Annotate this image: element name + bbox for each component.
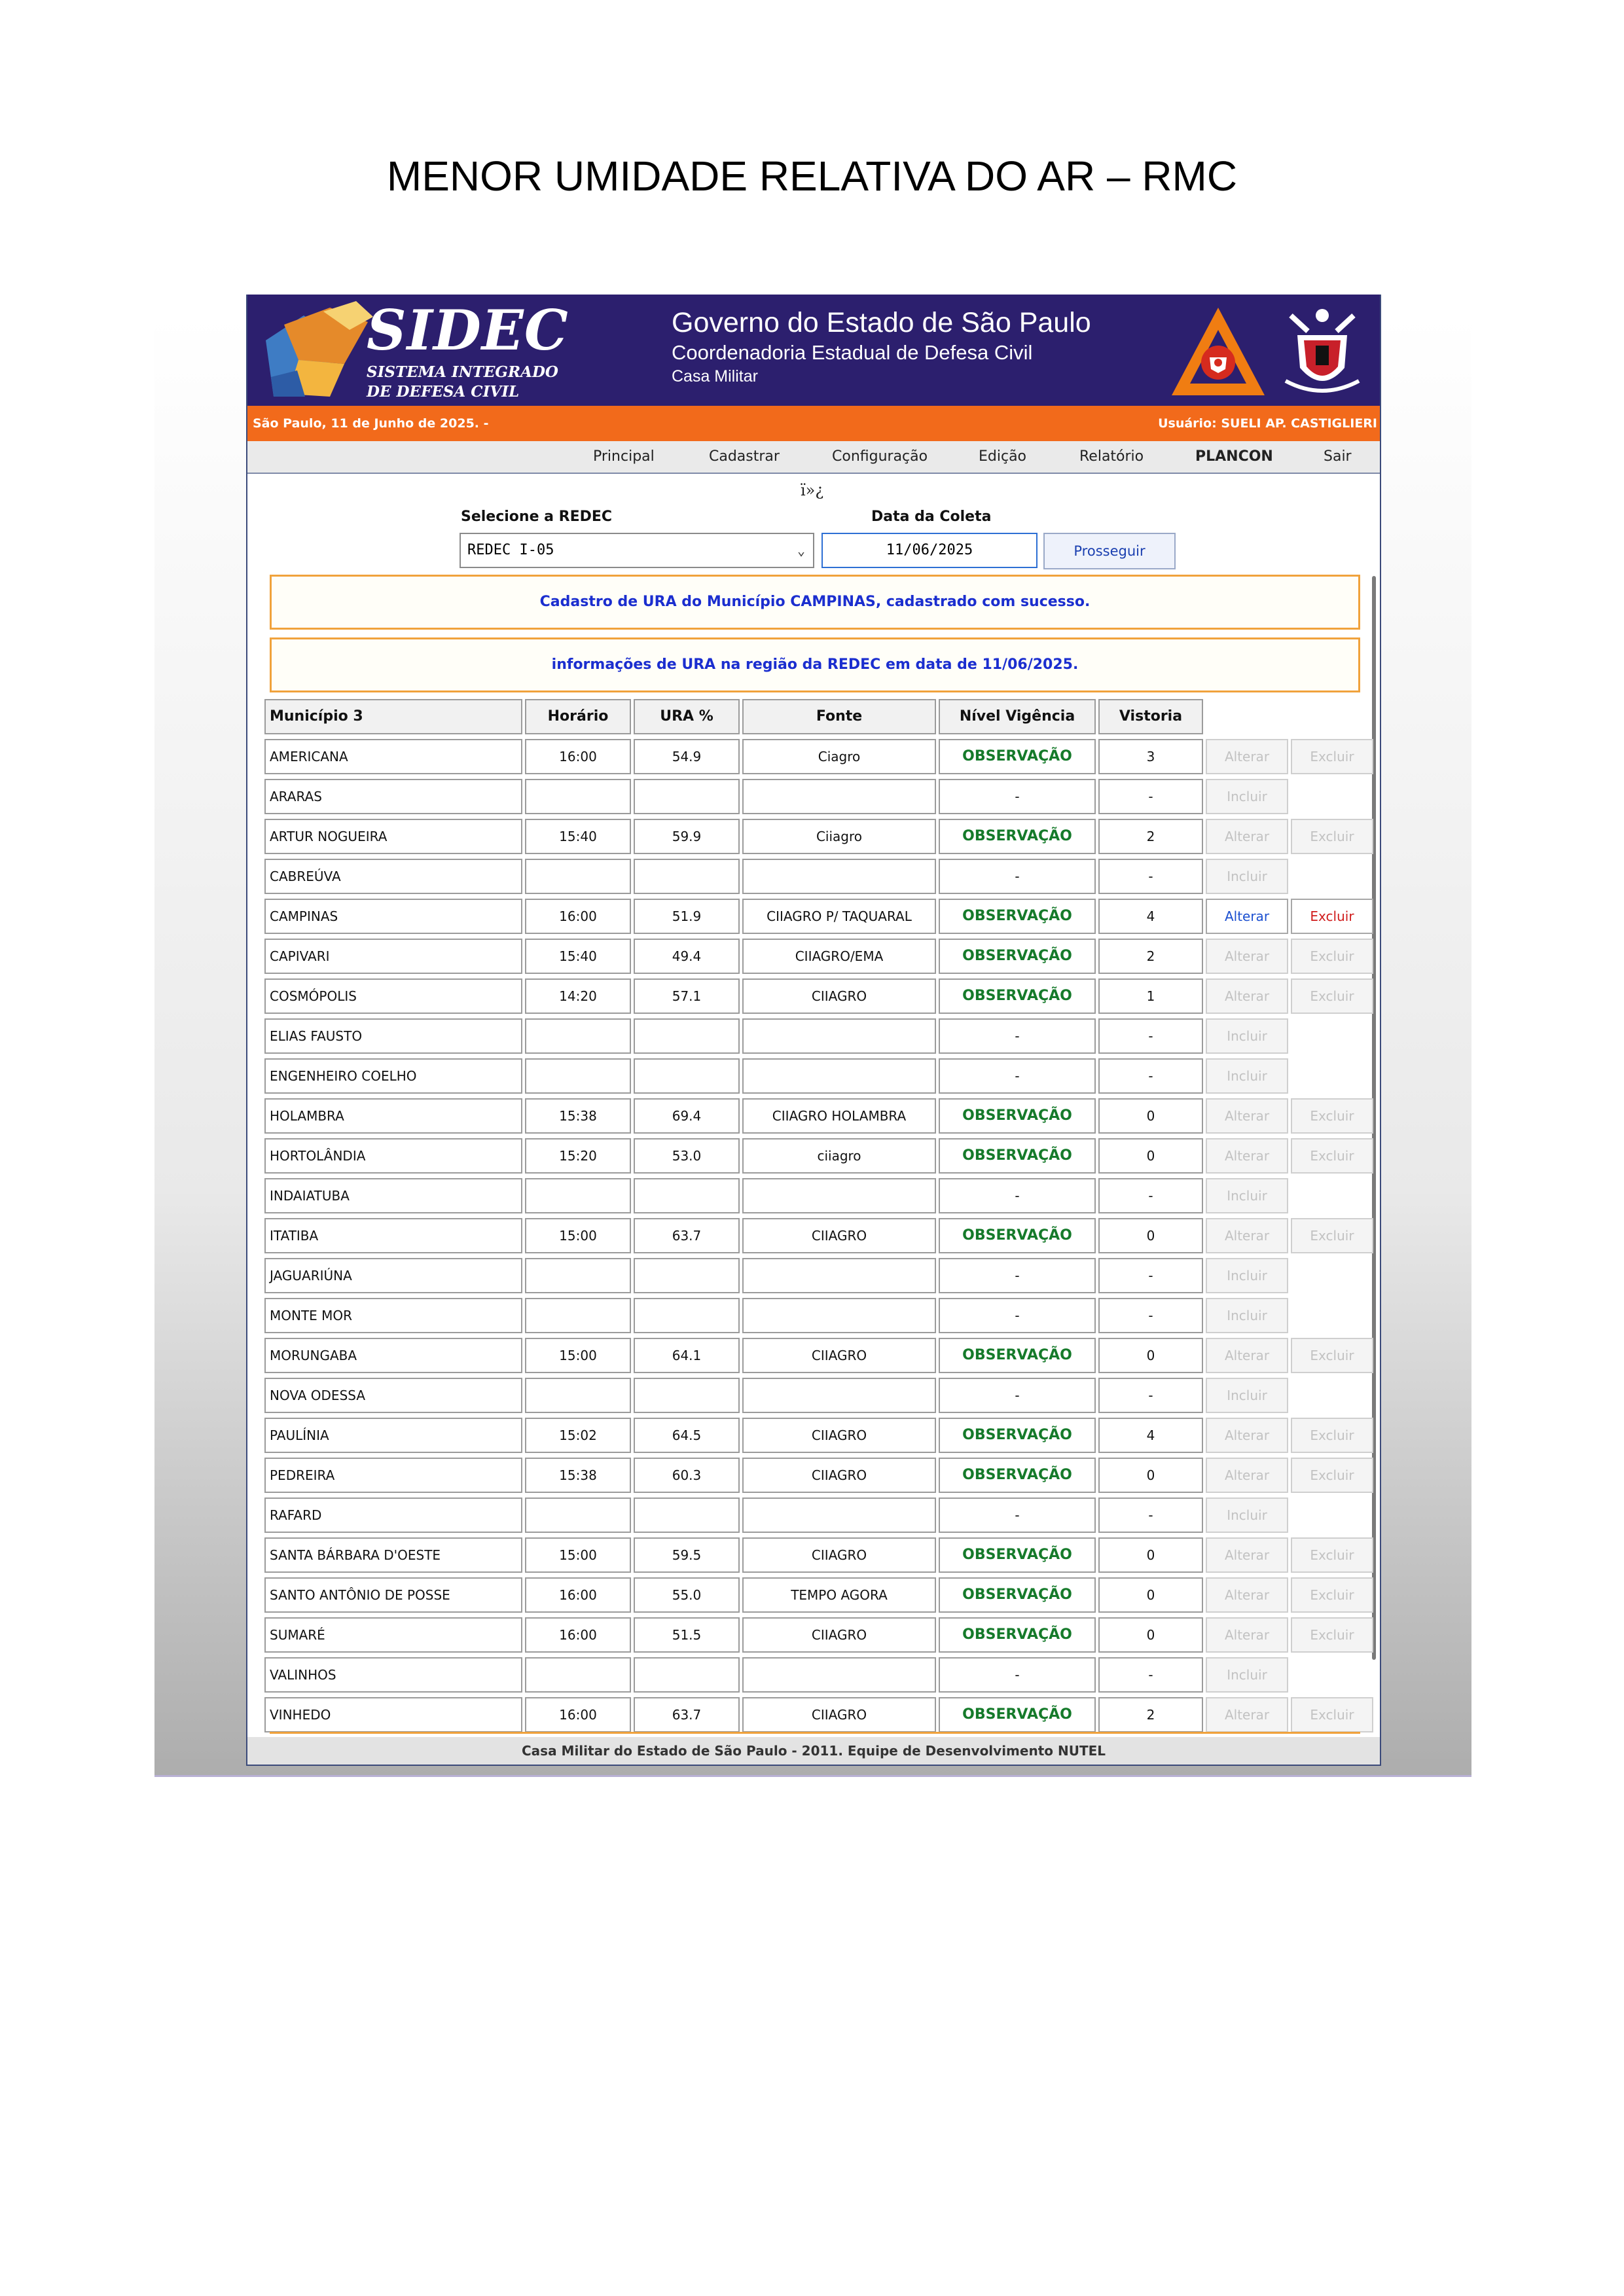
cell-ura: 63.7 xyxy=(634,1697,740,1732)
cell-nivel: OBSERVAÇÃO xyxy=(939,1338,1096,1373)
redec-label: Selecione a REDEC xyxy=(461,509,613,525)
incluir-button[interactable]: Incluir xyxy=(1206,1058,1288,1094)
excluir-button[interactable]: Excluir xyxy=(1291,1218,1373,1253)
alterar-button[interactable]: Alterar xyxy=(1206,1338,1288,1373)
cell-fonte: CIIAGRO xyxy=(742,1458,936,1493)
incluir-button[interactable]: Incluir xyxy=(1206,779,1288,814)
excluir-button[interactable]: Excluir xyxy=(1291,1418,1373,1453)
excluir-button[interactable]: Excluir xyxy=(1291,1338,1373,1373)
cell-vistoria: - xyxy=(1098,1178,1203,1213)
cell-ura xyxy=(634,1298,740,1333)
cell-fonte: CIIAGRO xyxy=(742,978,936,1014)
cell-municipio: SANTA BÁRBARA D'OESTE xyxy=(264,1537,522,1573)
menu-relatorio[interactable]: Relatório xyxy=(1079,448,1144,465)
encoding-glyph: ï»¿ xyxy=(801,481,824,499)
cell-horario: 15:00 xyxy=(525,1338,631,1373)
cell-municipio: RAFARD xyxy=(264,1498,522,1533)
alterar-button[interactable]: Alterar xyxy=(1206,1577,1288,1613)
alterar-button[interactable]: Alterar xyxy=(1206,939,1288,974)
menu-configuracao[interactable]: Configuração xyxy=(832,448,928,465)
cell-vistoria: - xyxy=(1098,779,1203,814)
info-bar xyxy=(247,406,1380,441)
cell-municipio: ELIAS FAUSTO xyxy=(264,1018,522,1054)
cell-fonte: CIIAGRO HOLAMBRA xyxy=(742,1098,936,1134)
cell-horario xyxy=(525,1258,631,1293)
cell-fonte xyxy=(742,1258,936,1293)
cell-vistoria: 0 xyxy=(1098,1138,1203,1174)
cell-horario xyxy=(525,1058,631,1094)
alterar-button[interactable]: Alterar xyxy=(1206,1218,1288,1253)
menu-plancon[interactable]: PLANCON xyxy=(1195,448,1273,465)
cell-ura: 54.9 xyxy=(634,739,740,774)
cell-vistoria: 4 xyxy=(1098,899,1203,934)
cell-horario xyxy=(525,1178,631,1213)
incluir-button[interactable]: Incluir xyxy=(1206,1178,1288,1213)
excluir-button[interactable]: Excluir xyxy=(1291,1697,1373,1732)
cell-vistoria: - xyxy=(1098,1258,1203,1293)
cell-vistoria: 0 xyxy=(1098,1577,1203,1613)
excluir-button[interactable]: Excluir xyxy=(1291,1098,1373,1134)
cell-horario: 15:40 xyxy=(525,819,631,854)
cell-horario xyxy=(525,1018,631,1054)
cell-municipio: COSMÓPOLIS xyxy=(264,978,522,1014)
cell-nivel: OBSERVAÇÃO xyxy=(939,899,1096,934)
cell-ura: 63.7 xyxy=(634,1218,740,1253)
excluir-button[interactable]: Excluir xyxy=(1291,1617,1373,1653)
prosseguir-button[interactable]: Prosseguir xyxy=(1043,533,1176,569)
cell-fonte xyxy=(742,1498,936,1533)
alterar-button[interactable]: Alterar xyxy=(1206,1617,1288,1653)
cell-fonte: CIIAGRO xyxy=(742,1537,936,1573)
menu-principal[interactable]: Principal xyxy=(593,448,655,465)
cell-vistoria: 2 xyxy=(1098,819,1203,854)
logged-user: Usuário: SUELI AP. CASTIGLIERI xyxy=(1158,416,1377,431)
current-date: São Paulo, 11 de Junho de 2025. - xyxy=(253,416,489,431)
cell-nivel: OBSERVAÇÃO xyxy=(939,1218,1096,1253)
cell-municipio: VINHEDO xyxy=(264,1697,522,1732)
excluir-button[interactable]: Excluir xyxy=(1291,1577,1373,1613)
cell-vistoria: 3 xyxy=(1098,739,1203,774)
cell-horario: 16:00 xyxy=(525,1697,631,1732)
cell-nivel: OBSERVAÇÃO xyxy=(939,1617,1096,1653)
cell-nivel: OBSERVAÇÃO xyxy=(939,1098,1096,1134)
excluir-button[interactable]: Excluir xyxy=(1291,1458,1373,1493)
cell-vistoria: - xyxy=(1098,1058,1203,1094)
incluir-button[interactable]: Incluir xyxy=(1206,1258,1288,1293)
cell-nivel: OBSERVAÇÃO xyxy=(939,978,1096,1014)
cell-ura: 64.5 xyxy=(634,1418,740,1453)
alterar-button[interactable]: Alterar xyxy=(1206,1418,1288,1453)
cell-horario: 15:40 xyxy=(525,939,631,974)
cell-horario: 15:20 xyxy=(525,1138,631,1174)
excluir-button[interactable]: Excluir xyxy=(1291,819,1373,854)
cell-fonte: CIIAGRO xyxy=(742,1418,936,1453)
incluir-button[interactable]: Incluir xyxy=(1206,1298,1288,1333)
cell-fonte xyxy=(742,1657,936,1693)
casa-militar-title: Casa Militar xyxy=(672,367,758,386)
excluir-button[interactable]: Excluir xyxy=(1291,978,1373,1014)
military-crest-icon xyxy=(1282,302,1363,399)
excluir-button[interactable]: Excluir xyxy=(1291,739,1373,774)
cell-municipio: VALINHOS xyxy=(264,1657,522,1693)
cell-horario: 16:00 xyxy=(525,1617,631,1653)
cell-nivel: OBSERVAÇÃO xyxy=(939,1577,1096,1613)
cell-fonte xyxy=(742,859,936,894)
cell-municipio: SANTO ANTÔNIO DE POSSE xyxy=(264,1577,522,1613)
cell-fonte: CIIAGRO/EMA xyxy=(742,939,936,974)
cell-vistoria: - xyxy=(1098,1657,1203,1693)
cell-vistoria: 0 xyxy=(1098,1617,1203,1653)
civil-defense-emblem-icon xyxy=(1169,305,1267,398)
menu-edicao[interactable]: Edição xyxy=(979,448,1027,465)
cell-fonte xyxy=(742,1178,936,1213)
cell-vistoria: 2 xyxy=(1098,939,1203,974)
cell-municipio: NOVA ODESSA xyxy=(264,1378,522,1413)
cell-municipio: ARARAS xyxy=(264,779,522,814)
cell-fonte: CIIAGRO P/ TAQUARAL xyxy=(742,899,936,934)
cell-fonte: CIIAGRO xyxy=(742,1617,936,1653)
cell-fonte xyxy=(742,1298,936,1333)
cell-horario: 15:38 xyxy=(525,1458,631,1493)
cell-municipio: ITATIBA xyxy=(264,1218,522,1253)
incluir-button[interactable]: Incluir xyxy=(1206,1018,1288,1054)
cell-horario xyxy=(525,1498,631,1533)
footer-text: Casa Militar do Estado de São Paulo - 2011. Equipe de Desenvolvimento NUTEL xyxy=(247,1737,1380,1765)
cell-municipio: HOLAMBRA xyxy=(264,1098,522,1134)
cell-vistoria: 0 xyxy=(1098,1218,1203,1253)
alterar-button[interactable]: Alterar xyxy=(1206,739,1288,774)
redec-select[interactable] xyxy=(460,533,814,568)
cell-nivel: - xyxy=(939,779,1096,814)
cell-horario: 15:00 xyxy=(525,1218,631,1253)
cell-nivel: - xyxy=(939,859,1096,894)
cell-nivel: - xyxy=(939,1018,1096,1054)
chevron-down-icon: ⌄ xyxy=(797,543,805,558)
cell-municipio: CABREÚVA xyxy=(264,859,522,894)
cell-vistoria: 0 xyxy=(1098,1098,1203,1134)
cell-vistoria: - xyxy=(1098,1498,1203,1533)
cell-ura: 64.1 xyxy=(634,1338,740,1373)
header-banner xyxy=(247,295,1380,406)
sidec-subtitle-line2: DE DEFESA CIVIL xyxy=(367,383,520,401)
column-header-ura: URA % xyxy=(634,699,740,734)
cell-ura xyxy=(634,1178,740,1213)
column-header-municipio: Município 3 xyxy=(264,699,522,734)
cell-vistoria: 0 xyxy=(1098,1458,1203,1493)
column-header-fonte: Fonte xyxy=(742,699,936,734)
column-header-vistoria: Vistoria xyxy=(1098,699,1203,734)
date-label: Data da Coleta xyxy=(871,509,992,525)
cell-horario xyxy=(525,1378,631,1413)
cell-vistoria: 1 xyxy=(1098,978,1203,1014)
cell-municipio: PAULÍNIA xyxy=(264,1418,522,1453)
cell-nivel: OBSERVAÇÃO xyxy=(939,1537,1096,1573)
cell-nivel: - xyxy=(939,1298,1096,1333)
cell-ura: 51.5 xyxy=(634,1617,740,1653)
cell-fonte xyxy=(742,1018,936,1054)
alterar-button[interactable]: Alterar xyxy=(1206,978,1288,1014)
cell-horario xyxy=(525,779,631,814)
cell-fonte: Ciiagro xyxy=(742,819,936,854)
cell-nivel: OBSERVAÇÃO xyxy=(939,1458,1096,1493)
cell-municipio: HORTOLÂNDIA xyxy=(264,1138,522,1174)
cell-nivel: OBSERVAÇÃO xyxy=(939,1138,1096,1174)
incluir-button[interactable]: Incluir xyxy=(1206,1378,1288,1413)
cell-nivel: - xyxy=(939,1657,1096,1693)
cell-vistoria: 2 xyxy=(1098,1697,1203,1732)
cell-horario: 15:02 xyxy=(525,1418,631,1453)
cell-fonte: ciiagro xyxy=(742,1138,936,1174)
cell-vistoria: 4 xyxy=(1098,1418,1203,1453)
screenshot-bottom-edge xyxy=(154,1775,1471,1777)
incluir-button[interactable]: Incluir xyxy=(1206,1498,1288,1533)
cell-municipio: MONTE MOR xyxy=(264,1298,522,1333)
cell-horario: 16:00 xyxy=(525,899,631,934)
cell-fonte: Ciagro xyxy=(742,739,936,774)
cell-vistoria: 0 xyxy=(1098,1338,1203,1373)
cell-ura xyxy=(634,859,740,894)
cell-horario xyxy=(525,859,631,894)
cell-municipio: MORUNGABA xyxy=(264,1338,522,1373)
cell-municipio: SUMARÉ xyxy=(264,1617,522,1653)
cell-ura xyxy=(634,1657,740,1693)
cell-ura: 51.9 xyxy=(634,899,740,934)
alterar-button[interactable]: Alterar xyxy=(1206,819,1288,854)
excluir-button[interactable]: Excluir xyxy=(1291,1138,1373,1174)
excluir-button[interactable]: Excluir xyxy=(1291,1537,1373,1573)
cell-fonte xyxy=(742,1058,936,1094)
cell-fonte: CIIAGRO xyxy=(742,1697,936,1732)
date-input[interactable]: 11/06/2025 xyxy=(821,533,1038,568)
alterar-button[interactable]: Alterar xyxy=(1206,899,1288,934)
menu-sair[interactable]: Sair xyxy=(1324,448,1352,465)
cell-fonte: CIIAGRO xyxy=(742,1338,936,1373)
alterar-button[interactable]: Alterar xyxy=(1206,1537,1288,1573)
cell-fonte xyxy=(742,779,936,814)
cell-municipio: CAMPINAS xyxy=(264,899,522,934)
cell-nivel: OBSERVAÇÃO xyxy=(939,1418,1096,1453)
cell-vistoria: - xyxy=(1098,1298,1203,1333)
cell-municipio: PEDREIRA xyxy=(264,1458,522,1493)
cell-vistoria: - xyxy=(1098,1378,1203,1413)
incluir-button[interactable]: Incluir xyxy=(1206,1657,1288,1693)
sidec-window xyxy=(246,295,1381,1766)
main-menu xyxy=(247,441,1380,474)
cell-ura xyxy=(634,1018,740,1054)
cell-fonte xyxy=(742,1378,936,1413)
coordination-title: Coordenadoria Estadual de Defesa Civil xyxy=(672,341,1033,364)
cell-horario: 16:00 xyxy=(525,739,631,774)
alterar-button[interactable]: Alterar xyxy=(1206,1697,1288,1732)
cell-nivel: - xyxy=(939,1178,1096,1213)
cell-ura xyxy=(634,1258,740,1293)
alterar-button[interactable]: Alterar xyxy=(1206,1458,1288,1493)
cell-ura: 57.1 xyxy=(634,978,740,1014)
cell-ura xyxy=(634,1378,740,1413)
excluir-button[interactable]: Excluir xyxy=(1291,899,1373,934)
cell-horario xyxy=(525,1657,631,1693)
cell-nivel: - xyxy=(939,1258,1096,1293)
cell-nivel: - xyxy=(939,1498,1096,1533)
excluir-button[interactable]: Excluir xyxy=(1291,939,1373,974)
cell-nivel: - xyxy=(939,1058,1096,1094)
column-header-nivel: Nível Vigência xyxy=(939,699,1096,734)
cell-vistoria: - xyxy=(1098,859,1203,894)
cell-nivel: OBSERVAÇÃO xyxy=(939,739,1096,774)
incluir-button[interactable]: Incluir xyxy=(1206,859,1288,894)
alterar-button[interactable]: Alterar xyxy=(1206,1098,1288,1134)
cell-ura xyxy=(634,779,740,814)
cell-municipio: AMERICANA xyxy=(264,739,522,774)
cell-ura: 60.3 xyxy=(634,1458,740,1493)
cell-municipio: CAPIVARI xyxy=(264,939,522,974)
cell-horario: 14:20 xyxy=(525,978,631,1014)
cell-fonte: CIIAGRO xyxy=(742,1218,936,1253)
cell-ura xyxy=(634,1058,740,1094)
cell-ura: 59.5 xyxy=(634,1537,740,1573)
success-message: Cadastro de URA do Município CAMPINAS, cadastrado com sucesso. xyxy=(270,575,1360,630)
redec-selected-value: REDEC I-05 xyxy=(467,542,554,558)
cell-vistoria: - xyxy=(1098,1018,1203,1054)
cell-ura xyxy=(634,1498,740,1533)
government-title: Governo do Estado de São Paulo xyxy=(672,307,1091,338)
alterar-button[interactable]: Alterar xyxy=(1206,1138,1288,1174)
cell-nivel: OBSERVAÇÃO xyxy=(939,939,1096,974)
cell-horario: 16:00 xyxy=(525,1577,631,1613)
cell-fonte: TEMPO AGORA xyxy=(742,1577,936,1613)
cell-horario xyxy=(525,1298,631,1333)
cell-municipio: INDAIATUBA xyxy=(264,1178,522,1213)
cell-nivel: OBSERVAÇÃO xyxy=(939,819,1096,854)
cell-vistoria: 0 xyxy=(1098,1537,1203,1573)
cell-horario: 15:00 xyxy=(525,1537,631,1573)
column-header-horario: Horário xyxy=(525,699,631,734)
sidec-subtitle-line1: SISTEMA INTEGRADO xyxy=(367,363,558,381)
cell-horario: 15:38 xyxy=(525,1098,631,1134)
cell-municipio: ARTUR NOGUEIRA xyxy=(264,819,522,854)
cell-nivel: - xyxy=(939,1378,1096,1413)
sidec-title: SIDEC xyxy=(367,298,569,363)
cell-ura: 59.9 xyxy=(634,819,740,854)
cell-nivel: OBSERVAÇÃO xyxy=(939,1697,1096,1732)
document-title: MENOR UMIDADE RELATIVA DO AR – RMC xyxy=(386,152,1238,200)
cell-municipio: ENGENHEIRO COELHO xyxy=(264,1058,522,1094)
cell-ura: 55.0 xyxy=(634,1577,740,1613)
menu-cadastrar[interactable]: Cadastrar xyxy=(709,448,780,465)
cell-ura: 49.4 xyxy=(634,939,740,974)
cell-ura: 69.4 xyxy=(634,1098,740,1134)
cell-municipio: JAGUARIÚNA xyxy=(264,1258,522,1293)
info-message: informações de URA na região da REDEC em data de 11/06/2025. xyxy=(270,637,1360,692)
cell-ura: 53.0 xyxy=(634,1138,740,1174)
